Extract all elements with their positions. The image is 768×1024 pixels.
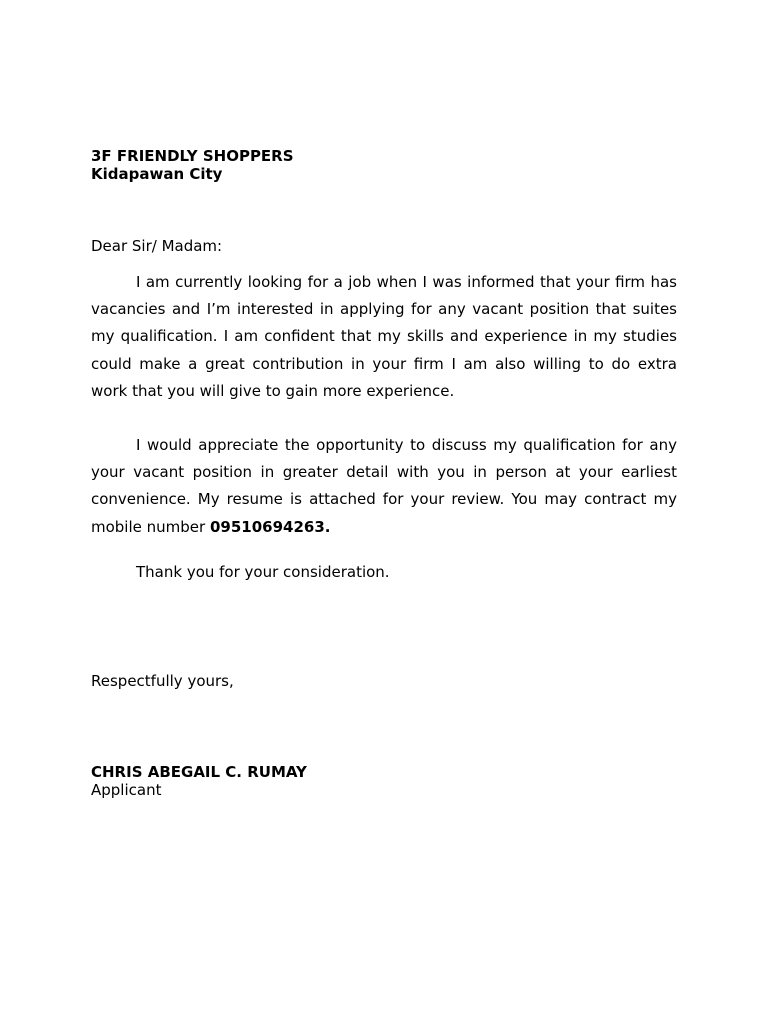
closing: Respectfully yours,	[91, 672, 234, 690]
body-paragraph-1: I am currently looking for a job when I was informed that your firm has vacancies and I’m interested in applying for any vacant position that suites my qualification. I am confident that my skills and experience in my studies could make a great contribution in your firm I am also willing to do extra work that you will give to gain more experience.	[91, 273, 677, 400]
body-paragraph-3: Thank you for your consideration.	[136, 563, 390, 581]
signer-name: CHRIS ABEGAIL C. RUMAY	[91, 763, 307, 781]
recipient-city: Kidapawan City	[91, 165, 223, 183]
mobile-number: 09510694263.	[209, 517, 331, 536]
signer-role: Applicant	[91, 781, 162, 799]
body-paragraph-2	[91, 432, 677, 541]
signature-block	[91, 763, 677, 799]
salutation: Dear Sir/ Madam:	[91, 237, 223, 255]
recipient-address	[91, 147, 677, 183]
recipient-company: 3F FRIENDLY SHOPPERS	[91, 147, 294, 165]
body-paragraph-2-text: I would appreciate the opportunity to discuss my qualification for any your vacant position in greater detail with you in person at your earliest convenience. My resume is attached for your review. You may contract my mobile number	[91, 436, 677, 536]
